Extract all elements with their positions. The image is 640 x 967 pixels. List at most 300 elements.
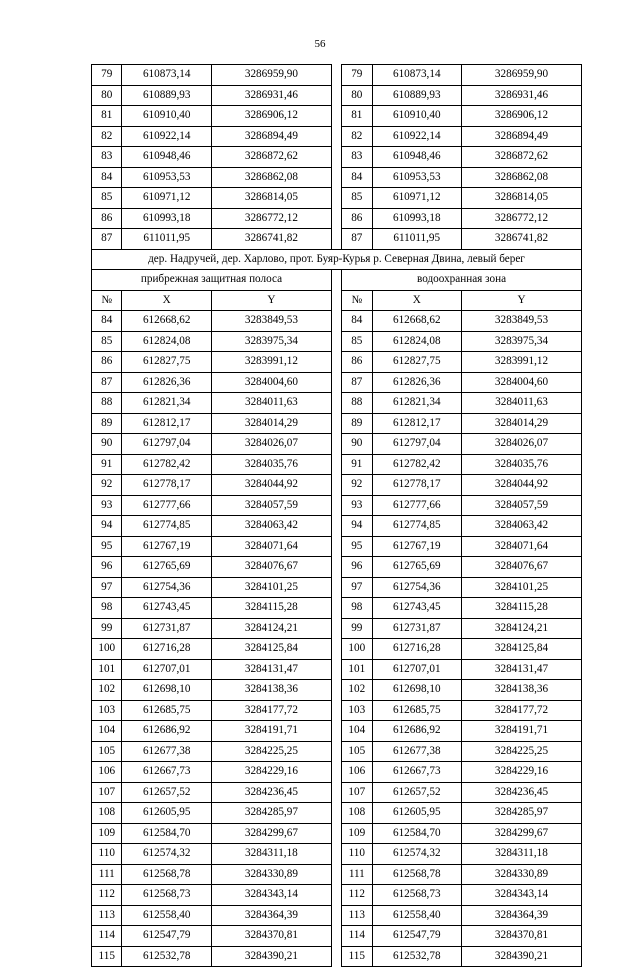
right-x-value: 612824,08 — [372, 331, 461, 352]
column-gap — [331, 618, 341, 639]
left-x-value: 612767,19 — [122, 536, 211, 557]
left-x-value: 612827,75 — [122, 352, 211, 373]
table-row — [92, 85, 582, 106]
column-gap — [331, 823, 341, 844]
right-y-value: 3284229,16 — [461, 762, 581, 783]
right-y-value: 3284101,25 — [461, 577, 581, 598]
right-x-value: 612685,75 — [372, 700, 461, 721]
table-row — [92, 208, 582, 229]
left-point-number: 85 — [92, 331, 122, 352]
table-row — [92, 618, 582, 639]
right-y-value: 3284124,21 — [461, 618, 581, 639]
table-row — [92, 762, 582, 783]
right-point-number: 89 — [342, 413, 372, 434]
table-row — [92, 823, 582, 844]
right-point-number: 101 — [342, 659, 372, 680]
left-y-value: 3284390,21 — [211, 946, 331, 967]
right-y-value: 3284343,14 — [461, 885, 581, 906]
left-point-number: 115 — [92, 946, 122, 967]
left-x-value: 610948,46 — [122, 147, 211, 168]
table-row — [92, 803, 582, 824]
left-y-header: Y — [211, 290, 331, 311]
left-x-value: 612532,78 — [122, 946, 211, 967]
right-point-number: 103 — [342, 700, 372, 721]
right-point-number: 95 — [342, 536, 372, 557]
left-y-value: 3284125,84 — [211, 639, 331, 660]
right-y-value: 3286814,05 — [461, 188, 581, 209]
left-x-value: 612716,28 — [122, 639, 211, 660]
table-row — [92, 680, 582, 701]
right-point-number: 104 — [342, 721, 372, 742]
left-x-value: 610922,14 — [122, 126, 211, 147]
left-x-value: 612667,73 — [122, 762, 211, 783]
right-y-value: 3284191,71 — [461, 721, 581, 742]
right-y-value: 3284364,39 — [461, 905, 581, 926]
column-gap — [331, 434, 341, 455]
column-gap — [331, 557, 341, 578]
right-y-header: Y — [461, 290, 581, 311]
right-y-value: 3284044,92 — [461, 475, 581, 496]
right-x-value: 611011,95 — [372, 229, 461, 250]
right-point-number: 86 — [342, 208, 372, 229]
right-point-number: 87 — [342, 229, 372, 250]
table-row — [92, 844, 582, 865]
left-y-value: 3284011,63 — [211, 393, 331, 414]
right-subsection-title: водоохранная зона — [342, 270, 582, 291]
column-gap — [331, 536, 341, 557]
column-gap — [331, 167, 341, 188]
left-x-value: 612774,85 — [122, 516, 211, 537]
column-gap — [331, 885, 341, 906]
right-y-value: 3284285,97 — [461, 803, 581, 824]
right-y-value: 3284071,64 — [461, 536, 581, 557]
left-point-number: 113 — [92, 905, 122, 926]
right-y-value: 3286862,08 — [461, 167, 581, 188]
column-gap — [331, 741, 341, 762]
coordinates-table — [91, 64, 582, 967]
right-point-number: 92 — [342, 475, 372, 496]
left-y-value: 3284225,25 — [211, 741, 331, 762]
column-gap — [331, 229, 341, 250]
left-x-value: 612574,32 — [122, 844, 211, 865]
right-point-number: 94 — [342, 516, 372, 537]
left-y-value: 3284035,76 — [211, 454, 331, 475]
right-x-value: 612754,36 — [372, 577, 461, 598]
left-x-value: 612778,17 — [122, 475, 211, 496]
column-gap — [331, 311, 341, 332]
column-gap — [331, 577, 341, 598]
left-x-value: 612797,04 — [122, 434, 211, 455]
right-y-value: 3284115,28 — [461, 598, 581, 619]
left-y-value: 3284236,45 — [211, 782, 331, 803]
right-point-number: 93 — [342, 495, 372, 516]
right-x-value: 612743,45 — [372, 598, 461, 619]
right-y-value: 3284299,67 — [461, 823, 581, 844]
right-x-header: X — [372, 290, 461, 311]
right-x-value: 612716,28 — [372, 639, 461, 660]
column-gap — [331, 454, 341, 475]
subsection-title-row — [92, 270, 582, 291]
column-gap — [331, 331, 341, 352]
right-y-value: 3284035,76 — [461, 454, 581, 475]
left-point-number: 96 — [92, 557, 122, 578]
right-x-value: 610873,14 — [372, 65, 461, 86]
right-point-number: 108 — [342, 803, 372, 824]
right-y-value: 3284177,72 — [461, 700, 581, 721]
left-point-number: 97 — [92, 577, 122, 598]
left-point-number: 85 — [92, 188, 122, 209]
column-gap — [331, 208, 341, 229]
left-y-value: 3284014,29 — [211, 413, 331, 434]
right-point-number: 102 — [342, 680, 372, 701]
table-row — [92, 106, 582, 127]
section-title-row — [92, 249, 582, 270]
left-y-value: 3284057,59 — [211, 495, 331, 516]
right-point-number: 79 — [342, 65, 372, 86]
left-point-number: 80 — [92, 85, 122, 106]
left-point-number: 83 — [92, 147, 122, 168]
left-y-value: 3284177,72 — [211, 700, 331, 721]
left-x-value: 612731,87 — [122, 618, 211, 639]
left-x-value: 612547,79 — [122, 926, 211, 947]
right-x-value: 612667,73 — [372, 762, 461, 783]
right-x-value: 612605,95 — [372, 803, 461, 824]
left-point-number: 92 — [92, 475, 122, 496]
right-y-value: 3286772,12 — [461, 208, 581, 229]
left-y-value: 3284063,42 — [211, 516, 331, 537]
left-x-value: 612558,40 — [122, 905, 211, 926]
left-point-number: 94 — [92, 516, 122, 537]
left-y-value: 3284138,36 — [211, 680, 331, 701]
table-row — [92, 352, 582, 373]
left-point-number: 84 — [92, 167, 122, 188]
table-row — [92, 311, 582, 332]
right-point-number: 84 — [342, 311, 372, 332]
right-x-value: 610889,93 — [372, 85, 461, 106]
table-row — [92, 885, 582, 906]
left-x-value: 612743,45 — [122, 598, 211, 619]
right-x-value: 612778,17 — [372, 475, 461, 496]
left-x-value: 612668,62 — [122, 311, 211, 332]
right-y-value: 3284236,45 — [461, 782, 581, 803]
column-gap — [331, 290, 341, 311]
left-y-value: 3284364,39 — [211, 905, 331, 926]
column-gap — [331, 721, 341, 742]
right-x-value: 612677,38 — [372, 741, 461, 762]
table-row — [92, 65, 582, 86]
left-y-value: 3286741,82 — [211, 229, 331, 250]
table-row — [92, 864, 582, 885]
right-point-number: 87 — [342, 372, 372, 393]
right-x-value: 610910,40 — [372, 106, 461, 127]
column-gap — [331, 516, 341, 537]
column-gap — [331, 270, 341, 291]
left-number-header: № — [92, 290, 122, 311]
right-x-value: 612826,36 — [372, 372, 461, 393]
right-point-number: 84 — [342, 167, 372, 188]
left-point-number: 86 — [92, 352, 122, 373]
left-y-value: 3284115,28 — [211, 598, 331, 619]
column-gap — [331, 475, 341, 496]
right-point-number: 113 — [342, 905, 372, 926]
right-y-value: 3286894,49 — [461, 126, 581, 147]
right-point-number: 110 — [342, 844, 372, 865]
right-x-value: 612827,75 — [372, 352, 461, 373]
right-y-value: 3284011,63 — [461, 393, 581, 414]
table-row — [92, 557, 582, 578]
left-point-number: 109 — [92, 823, 122, 844]
right-point-number: 80 — [342, 85, 372, 106]
right-y-value: 3284138,36 — [461, 680, 581, 701]
column-gap — [331, 926, 341, 947]
left-x-value: 612812,17 — [122, 413, 211, 434]
table-row — [92, 331, 582, 352]
right-x-value: 612568,73 — [372, 885, 461, 906]
left-point-number: 93 — [92, 495, 122, 516]
left-point-number: 103 — [92, 700, 122, 721]
table-row — [92, 598, 582, 619]
column-gap — [331, 393, 341, 414]
right-y-value: 3284225,25 — [461, 741, 581, 762]
right-point-number: 88 — [342, 393, 372, 414]
column-gap — [331, 188, 341, 209]
left-point-number: 95 — [92, 536, 122, 557]
left-point-number: 108 — [92, 803, 122, 824]
left-x-value: 612685,75 — [122, 700, 211, 721]
right-y-value: 3283849,53 — [461, 311, 581, 332]
right-x-value: 612657,52 — [372, 782, 461, 803]
left-y-value: 3284101,25 — [211, 577, 331, 598]
right-x-value: 612568,78 — [372, 864, 461, 885]
left-y-value: 3284343,14 — [211, 885, 331, 906]
left-x-value: 612568,78 — [122, 864, 211, 885]
left-y-value: 3286872,62 — [211, 147, 331, 168]
column-gap — [331, 598, 341, 619]
left-y-value: 3286906,12 — [211, 106, 331, 127]
left-y-value: 3284076,67 — [211, 557, 331, 578]
left-x-value: 612698,10 — [122, 680, 211, 701]
right-point-number: 98 — [342, 598, 372, 619]
column-gap — [331, 864, 341, 885]
left-x-value: 612826,36 — [122, 372, 211, 393]
right-x-value: 612558,40 — [372, 905, 461, 926]
column-gap — [331, 946, 341, 967]
column-gap — [331, 700, 341, 721]
left-point-number: 86 — [92, 208, 122, 229]
right-x-value: 612731,87 — [372, 618, 461, 639]
left-point-number: 105 — [92, 741, 122, 762]
left-y-value: 3284299,67 — [211, 823, 331, 844]
left-point-number: 110 — [92, 844, 122, 865]
left-point-number: 90 — [92, 434, 122, 455]
right-point-number: 112 — [342, 885, 372, 906]
right-x-value: 610971,12 — [372, 188, 461, 209]
left-y-value: 3284071,64 — [211, 536, 331, 557]
table-row — [92, 495, 582, 516]
right-y-value: 3284131,47 — [461, 659, 581, 680]
left-point-number: 81 — [92, 106, 122, 127]
right-point-number: 105 — [342, 741, 372, 762]
right-point-number: 86 — [342, 352, 372, 373]
right-y-value: 3286872,62 — [461, 147, 581, 168]
left-y-value: 3283991,12 — [211, 352, 331, 373]
left-point-number: 89 — [92, 413, 122, 434]
left-x-value: 612707,01 — [122, 659, 211, 680]
right-x-value: 610993,18 — [372, 208, 461, 229]
right-y-value: 3286931,46 — [461, 85, 581, 106]
table-row — [92, 413, 582, 434]
right-y-value: 3283975,34 — [461, 331, 581, 352]
left-point-number: 101 — [92, 659, 122, 680]
right-x-value: 612774,85 — [372, 516, 461, 537]
left-y-value: 3284191,71 — [211, 721, 331, 742]
left-y-value: 3286959,90 — [211, 65, 331, 86]
left-point-number: 99 — [92, 618, 122, 639]
right-point-number: 85 — [342, 331, 372, 352]
left-x-value: 612754,36 — [122, 577, 211, 598]
right-point-number: 85 — [342, 188, 372, 209]
left-point-number: 107 — [92, 782, 122, 803]
table-row — [92, 516, 582, 537]
left-x-value: 611011,95 — [122, 229, 211, 250]
right-point-number: 83 — [342, 147, 372, 168]
left-point-number: 91 — [92, 454, 122, 475]
table-row — [92, 926, 582, 947]
right-x-value: 612547,79 — [372, 926, 461, 947]
column-gap — [331, 782, 341, 803]
left-x-value: 610993,18 — [122, 208, 211, 229]
column-gap — [331, 639, 341, 660]
right-y-value: 3284390,21 — [461, 946, 581, 967]
column-gap — [331, 844, 341, 865]
left-y-value: 3286862,08 — [211, 167, 331, 188]
right-point-number: 109 — [342, 823, 372, 844]
left-x-value: 610889,93 — [122, 85, 211, 106]
table-row — [92, 536, 582, 557]
right-x-value: 612767,19 — [372, 536, 461, 557]
left-point-number: 100 — [92, 639, 122, 660]
right-y-value: 3284076,67 — [461, 557, 581, 578]
column-gap — [331, 680, 341, 701]
left-y-value: 3284370,81 — [211, 926, 331, 947]
left-x-value: 612677,38 — [122, 741, 211, 762]
left-x-value: 610953,53 — [122, 167, 211, 188]
right-point-number: 107 — [342, 782, 372, 803]
left-y-value: 3286814,05 — [211, 188, 331, 209]
right-number-header: № — [342, 290, 372, 311]
left-point-number: 84 — [92, 311, 122, 332]
left-x-value: 612777,66 — [122, 495, 211, 516]
table-row — [92, 741, 582, 762]
left-x-value: 612605,95 — [122, 803, 211, 824]
left-y-value: 3286772,12 — [211, 208, 331, 229]
table-row — [92, 188, 582, 209]
right-y-value: 3286741,82 — [461, 229, 581, 250]
right-x-value: 612668,62 — [372, 311, 461, 332]
left-subsection-title: прибрежная защитная полоса — [92, 270, 332, 291]
column-gap — [331, 65, 341, 86]
left-x-value: 610873,14 — [122, 65, 211, 86]
left-point-number: 87 — [92, 372, 122, 393]
right-point-number: 114 — [342, 926, 372, 947]
right-y-value: 3284057,59 — [461, 495, 581, 516]
right-x-value: 612707,01 — [372, 659, 461, 680]
table-row — [92, 639, 582, 660]
left-y-value: 3286931,46 — [211, 85, 331, 106]
left-x-value: 612657,52 — [122, 782, 211, 803]
table-row — [92, 393, 582, 414]
left-y-value: 3286894,49 — [211, 126, 331, 147]
right-y-value: 3286959,90 — [461, 65, 581, 86]
right-y-value: 3284370,81 — [461, 926, 581, 947]
table-row — [92, 577, 582, 598]
left-x-value: 612584,70 — [122, 823, 211, 844]
column-gap — [331, 413, 341, 434]
column-gap — [331, 147, 341, 168]
right-point-number: 96 — [342, 557, 372, 578]
right-y-value: 3284026,07 — [461, 434, 581, 455]
right-y-value: 3284125,84 — [461, 639, 581, 660]
right-point-number: 97 — [342, 577, 372, 598]
right-x-value: 612777,66 — [372, 495, 461, 516]
right-point-number: 91 — [342, 454, 372, 475]
right-y-value: 3284014,29 — [461, 413, 581, 434]
table-row — [92, 700, 582, 721]
right-x-value: 612797,04 — [372, 434, 461, 455]
left-y-value: 3283975,34 — [211, 331, 331, 352]
table-row — [92, 905, 582, 926]
right-point-number: 90 — [342, 434, 372, 455]
left-point-number: 87 — [92, 229, 122, 250]
left-point-number: 98 — [92, 598, 122, 619]
table-row — [92, 126, 582, 147]
right-point-number: 115 — [342, 946, 372, 967]
right-point-number: 100 — [342, 639, 372, 660]
table-row — [92, 454, 582, 475]
left-y-value: 3284311,18 — [211, 844, 331, 865]
left-y-value: 3283849,53 — [211, 311, 331, 332]
left-point-number: 102 — [92, 680, 122, 701]
table-row — [92, 782, 582, 803]
section-title: дер. Надручей, дер. Харлово, прот. Буяр-Курья р. Северная Двина, левый берег — [92, 249, 582, 270]
right-y-value: 3284004,60 — [461, 372, 581, 393]
right-x-value: 612532,78 — [372, 946, 461, 967]
right-y-value: 3284330,89 — [461, 864, 581, 885]
column-gap — [331, 126, 341, 147]
right-x-value: 610922,14 — [372, 126, 461, 147]
left-x-value: 610910,40 — [122, 106, 211, 127]
table-row — [92, 167, 582, 188]
left-x-value: 612782,42 — [122, 454, 211, 475]
left-point-number: 106 — [92, 762, 122, 783]
left-y-value: 3284229,16 — [211, 762, 331, 783]
right-point-number: 106 — [342, 762, 372, 783]
table-row — [92, 372, 582, 393]
right-x-value: 612584,70 — [372, 823, 461, 844]
column-gap — [331, 803, 341, 824]
right-x-value: 612812,17 — [372, 413, 461, 434]
left-y-value: 3284044,92 — [211, 475, 331, 496]
left-x-value: 612824,08 — [122, 331, 211, 352]
right-y-value: 3284311,18 — [461, 844, 581, 865]
left-x-value: 610971,12 — [122, 188, 211, 209]
left-x-value: 612821,34 — [122, 393, 211, 414]
left-y-value: 3284004,60 — [211, 372, 331, 393]
left-point-number: 114 — [92, 926, 122, 947]
right-x-value: 612821,34 — [372, 393, 461, 414]
right-x-value: 610953,53 — [372, 167, 461, 188]
table-row — [92, 434, 582, 455]
